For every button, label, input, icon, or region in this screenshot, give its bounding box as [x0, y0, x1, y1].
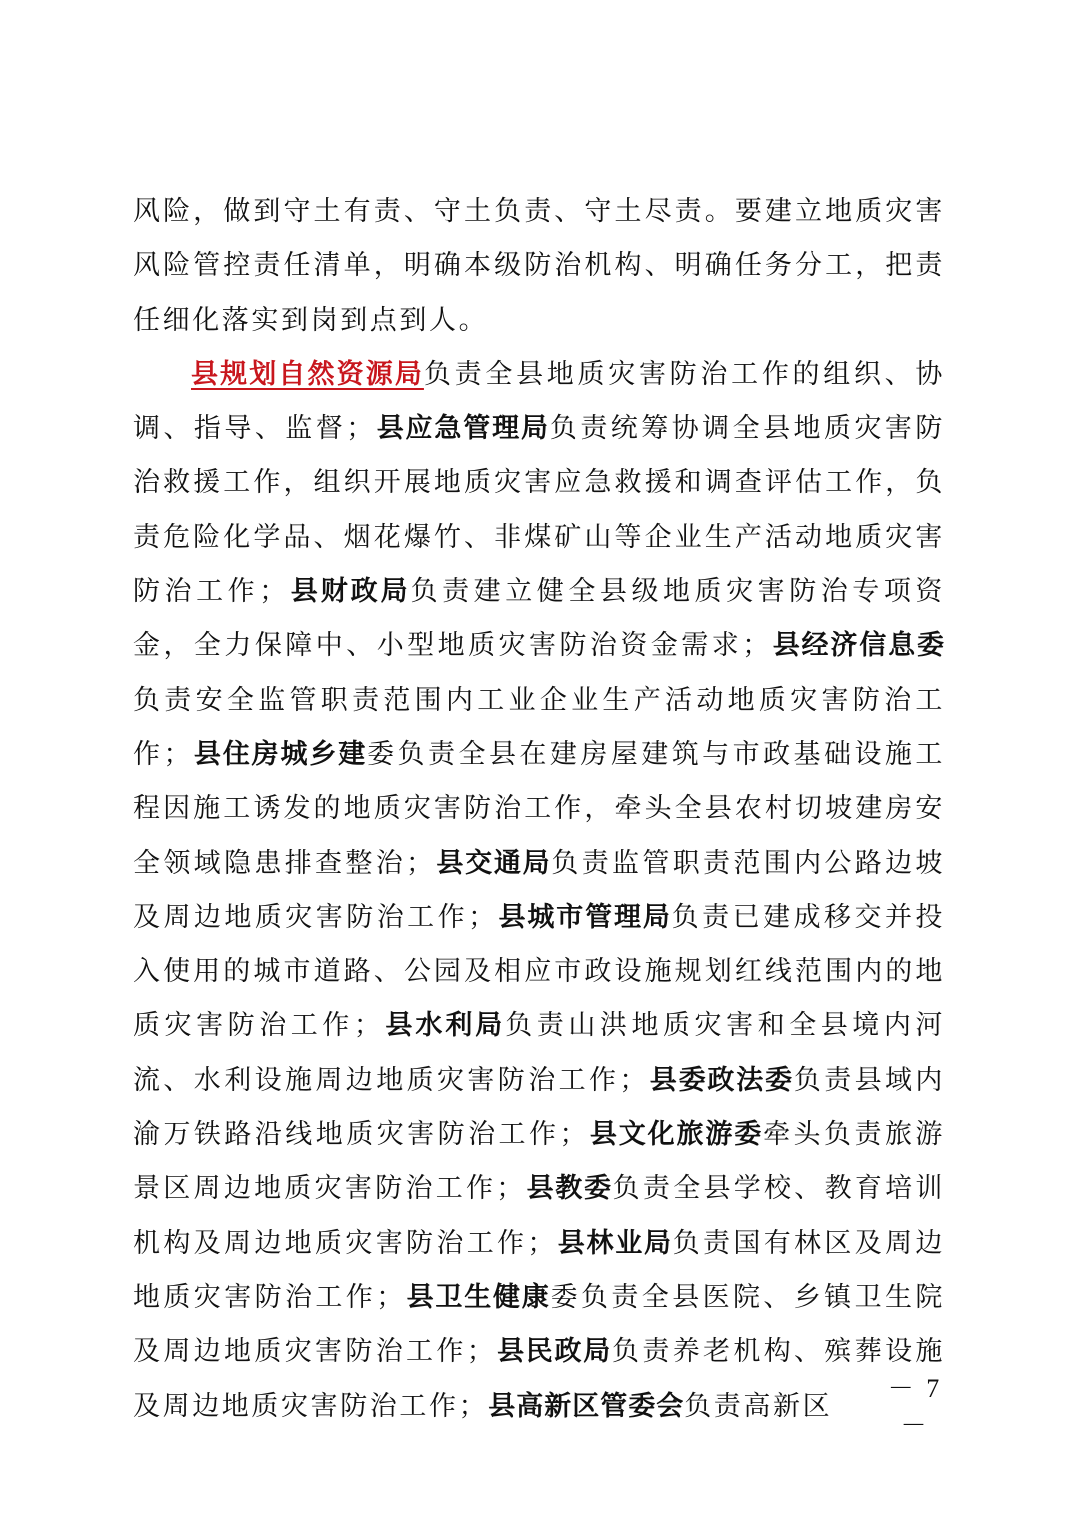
text-segment: 负责统筹协调全县地质灾害防治救援工作，组织开展地质灾害应急救援和调查评估工作，负责危险化学品、烟花爆竹、非煤矿山等企业生产活动地质灾害防治工作；	[133, 413, 945, 608]
org-name: 县应急管理局	[375, 413, 550, 445]
text-segment: 负责国有林区及周边地质灾害防治工作；	[133, 1227, 946, 1313]
body-text	[133, 185, 945, 1434]
org-name: 县城市管理局	[497, 901, 672, 933]
org-name: 县委政法委	[649, 1064, 794, 1096]
page-number: － 7 －	[887, 1374, 943, 1440]
text-segment: 负责县域内渝万铁路沿线地质灾害防治工作；	[133, 1064, 946, 1151]
org-name: 县住房城乡建	[193, 738, 368, 770]
text-segment: 风险，做到守土有责、守土负责、守土尽责。要建立地质灾害风险管控责任清单，明确本级防治机构、明确任务分工，把责任细化落实到岗到点到人。	[133, 196, 945, 336]
text-segment: 负责全县地质灾害防治工作的组织、协调、指导、监督；	[133, 358, 946, 445]
org-name: 县民政局	[496, 1336, 613, 1368]
text-segment: 负责全县学校、教育培训机构及周边地质灾害防治工作；	[133, 1173, 946, 1259]
text-segment: 委负责全县在建房屋建筑与市政基础设施工程因施工诱发的地质灾害防治工作，牵头全县农村切坡建房安全领域隐患排查整治；	[133, 738, 945, 879]
org-name: 县教委	[525, 1173, 613, 1205]
org-name: 县交通局	[435, 847, 552, 879]
paragraph-responsibility-list	[133, 185, 945, 348]
text-segment: 牵头负责旅游景区周边地质灾害防治工作；	[133, 1119, 945, 1205]
org-name: 县卫生健康	[405, 1281, 551, 1313]
org-name: 县高新区管委会	[488, 1390, 685, 1422]
org-name: 县财政局	[288, 576, 411, 608]
org-name-highlighted: 县规划自然资源局	[191, 358, 424, 390]
text-segment: 负责监管职责范围内公路边坡及周边地质灾害防治工作；	[133, 847, 946, 933]
org-name: 县经济信息委	[771, 630, 945, 662]
text-segment: 负责高新区	[684, 1390, 833, 1422]
paragraph-department-duties	[133, 348, 945, 1434]
text-segment: 负责养老机构、殡葬设施及周边地质灾害防治工作；	[133, 1336, 946, 1422]
text-segment: 负责山洪地质灾害和全县境内河流、水利设施周边地质灾害防治工作；	[133, 1010, 945, 1096]
org-name: 县水利局	[383, 1010, 506, 1042]
org-name: 县林业局	[557, 1227, 673, 1259]
text-segment: 负责建立健全县级地质灾害防治专项资金，全力保障中、小型地质灾害防治资金需求；	[133, 576, 946, 662]
text-segment: 委负责全县医院、乡镇卫生院及周边地质灾害防治工作；	[133, 1281, 945, 1368]
org-name: 县文化旅游委	[589, 1119, 764, 1151]
text-segment: 负责安全监管职责范围内工业企业生产活动地质灾害防治工作；	[133, 684, 945, 770]
text-segment: 负责已建成移交并投入使用的城市道路、公园及相应市政设施规划红线范围内的地质灾害防治工作；	[133, 901, 946, 1042]
